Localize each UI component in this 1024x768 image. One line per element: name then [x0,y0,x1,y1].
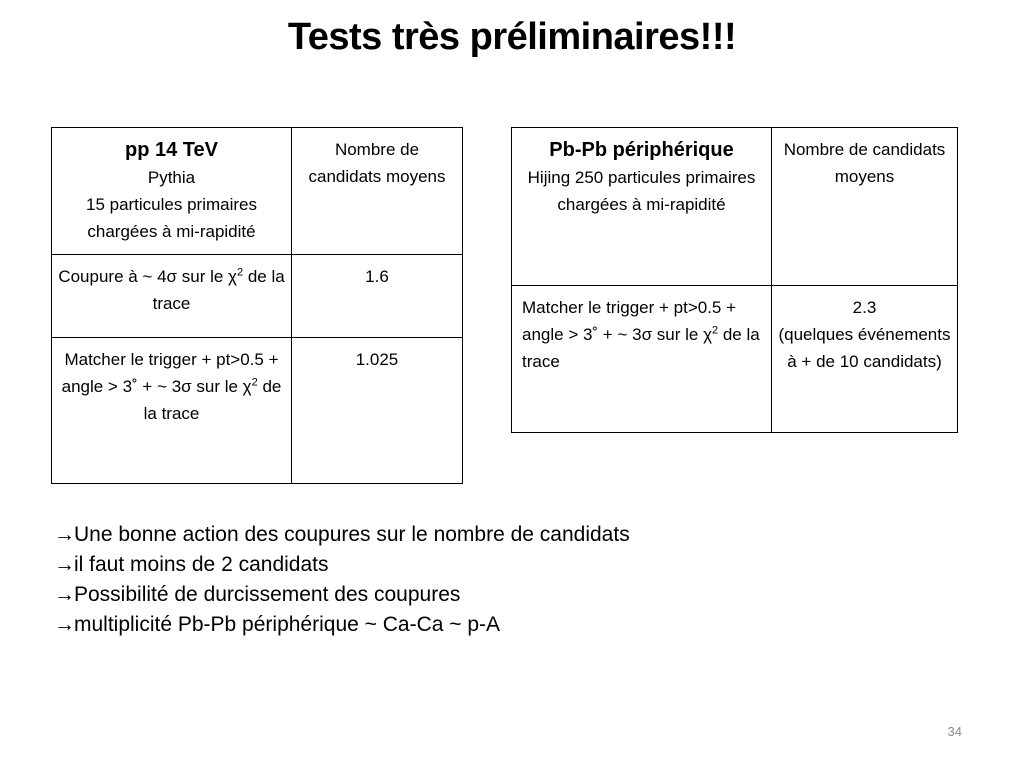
pp-value: 1.025 [355,350,399,369]
pbpb-value-note-1: (quelques événements [778,325,951,344]
pbpb-header-cell [512,128,772,286]
pbpb-header-description: Hijing 250 particules primaires chargées à mi-rapidité [527,168,756,214]
pp-value: 1.6 [365,267,389,286]
pbpb-header-count-label: Nombre de candidats moyens [783,140,946,186]
pbpb-cut-superscript: 2 [712,324,719,337]
table-row [52,338,463,484]
pbpb-cut-text: Matcher le trigger + pt>0.5 + angle > 3˚ + ~ 3σ sur le χ [522,298,737,344]
table-row [512,286,958,433]
list-item [54,550,630,580]
list-item [54,580,630,610]
pp-results-table [51,127,463,484]
pp-cut-text-end: de la trace [143,377,282,423]
pbpb-header-count-cell [772,128,958,286]
pp-header-count-label: Nombre de candidats moyens [308,140,446,186]
pp-cut-text: Matcher le trigger + pt>0.5 + angle > 3˚ + ~ 3σ sur le χ [61,350,279,396]
slide-number: 34 [947,724,962,739]
table-row [52,255,463,338]
pp-cut-text: Coupure à ~ 4σ sur le χ [58,267,237,286]
list-item-text: Une bonne action des coupures sur le nombre de candidats [74,523,630,546]
pp-cut-cell [52,255,292,338]
pp-cut-superscript: 2 [251,376,258,389]
right-arrow-icon: → [54,613,75,636]
conclusion-list [54,520,630,640]
slide-title: Tests très préliminaires!!! [287,16,737,58]
pbpb-value: 2.3 [852,298,877,317]
pp-cut-text-end: de la trace [152,267,285,313]
table-header-row [52,128,463,255]
pp-value-cell [292,255,463,338]
pbpb-results-table [511,127,958,433]
list-item [54,610,630,640]
pp-header-count-cell [292,128,463,255]
table-header-row [512,128,958,286]
pp-cut-superscript: 2 [236,266,244,279]
list-item-text: multiplicité Pb-Pb périphérique ~ Ca-Ca ~ p-A [74,613,501,636]
list-item-text: il faut moins de 2 candidats [74,553,329,576]
pp-value-cell [292,338,463,484]
list-item-text: Possibilité de durcissement des coupures [74,583,461,606]
pp-header-particles: 15 particules primaires [85,195,257,214]
pp-header-rapidity: chargées à mi-rapidité [87,222,256,241]
pbpb-value-cell [772,286,958,433]
right-arrow-icon: → [54,553,75,576]
right-arrow-icon: → [54,583,75,606]
pbpb-header-title: Pb-Pb périphérique [549,139,734,161]
pbpb-cut-cell [512,286,772,433]
pp-header-cell [52,128,292,255]
right-arrow-icon: → [54,523,75,546]
pp-cut-cell [52,338,292,484]
pp-header-title: pp 14 TeV [125,139,218,161]
list-item [54,520,630,550]
pp-header-generator: Pythia [147,168,196,187]
pbpb-value-note-2: à + de 10 candidats) [787,352,942,371]
pbpb-cut-text-end: de la trace [522,325,760,371]
